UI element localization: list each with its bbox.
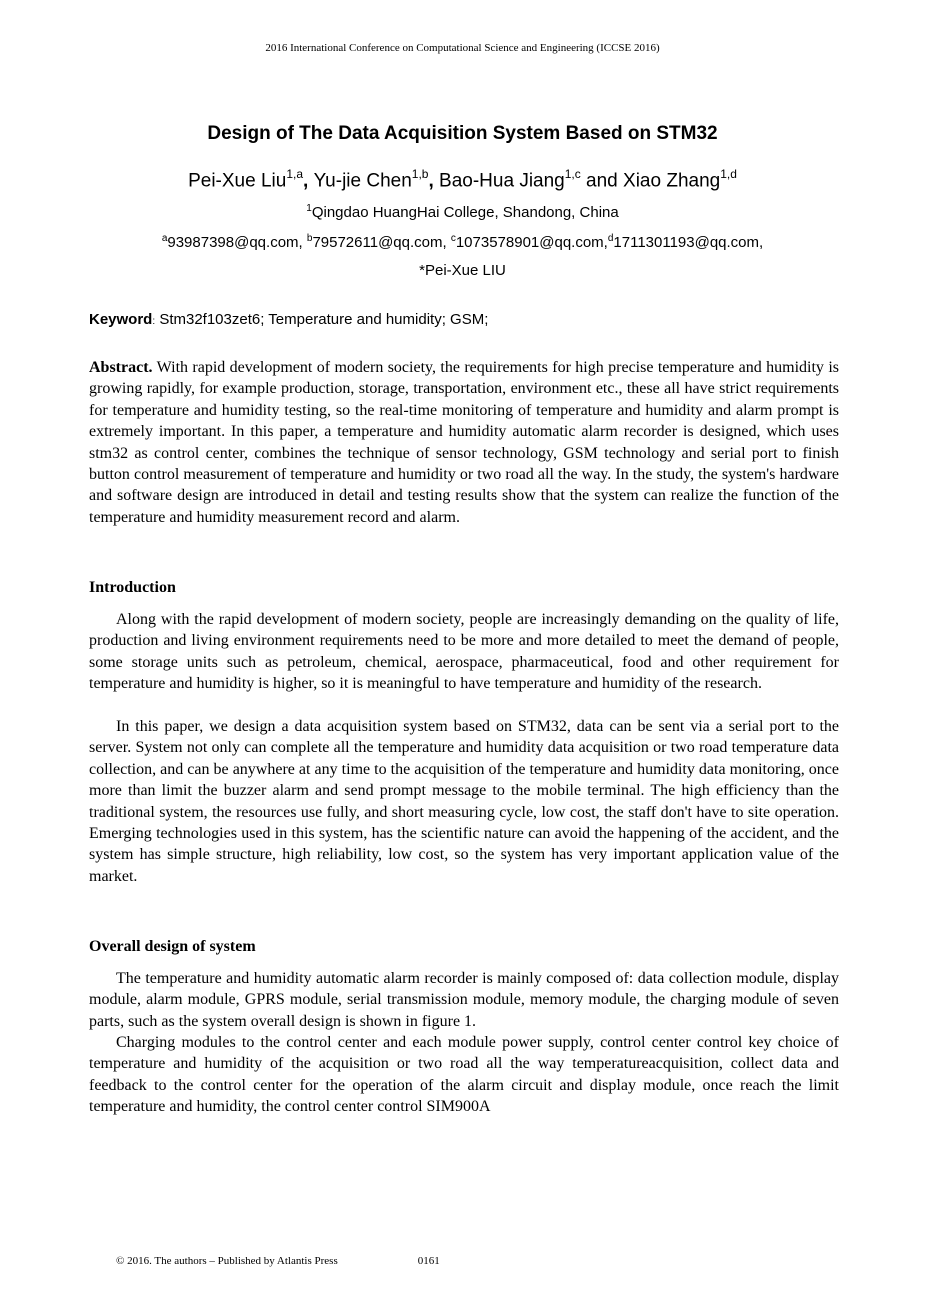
author-list — [0, 168, 925, 192]
email-address: 1711301193@qq.com, — [613, 234, 764, 251]
email-list — [0, 233, 925, 251]
email-superscript: b — [306, 233, 313, 244]
abstract-text: With rapid development of modern society, the requirements for high precise temperature and humidity is growing rapidly, for example production, storage, transportation, environment etc., these all have strict requirements for temperature and humidity testing, so the real-time monitoring of temperature and humidity and alarm prompt is extremely important. In this paper, a temperature and humidity automatic alarm recorder is designed, which uses stm32 as control center, combines the technique of sensor technology, GSM technology and serial port to finish button control measurement of temperature and humidity or two road all the way. In the study, the system's hardware and software design are introduced in detail and testing results show that the system can realize the function of the temperature and humidity measurement record and alarm. — [89, 359, 839, 526]
section-heading-overall-design: Overall design of system — [89, 938, 256, 955]
copyright-notice: © 2016. The authors – Published by Atlantis Press — [116, 1255, 338, 1267]
author-superscript: 1,b — [411, 167, 429, 181]
corresponding-author: *Pei-Xue LIU — [419, 262, 506, 279]
section-heading-introduction: Introduction — [89, 579, 176, 596]
page-number: 0161 — [417, 1255, 440, 1267]
paragraph — [89, 968, 839, 1032]
affiliation — [0, 203, 925, 221]
paragraph — [89, 716, 839, 887]
author-name: Xiao Zhang — [623, 170, 721, 192]
paragraph-text: Charging modules to the control center and each module power supply, control center control key choice of temperature and humidity of the acquisition or two road all the way temperatureacquisition, collect data and feedback to the control center for the operation of the alarm circuit and display module, once reach the limit temperature and humidity, the control center control SIM900A — [89, 1034, 839, 1116]
keywords-label: Keyword — [89, 311, 153, 328]
author-superscript: 1,a — [286, 167, 303, 181]
affiliation-superscript: 1 — [306, 203, 312, 214]
author-separator: , — [303, 170, 314, 192]
author-name: Pei-Xue Liu — [188, 170, 287, 192]
affiliation-text: Qingdao HuangHai College, Shandong, China — [311, 204, 619, 221]
email-address: 93987398@qq.com, — [167, 234, 307, 251]
author-name: Yu-jie Chen — [313, 170, 412, 192]
page-footer — [116, 1255, 440, 1267]
email-address: 79572611@qq.com, — [312, 234, 451, 251]
paragraph — [89, 609, 839, 695]
paragraph — [89, 1032, 839, 1118]
email-superscript: d — [607, 233, 614, 244]
conference-header: 2016 International Conference on Computational Science and Engineering (ICCSE 2016) — [265, 42, 660, 54]
keywords-line — [89, 311, 839, 328]
abstract-label: Abstract. — [89, 359, 153, 376]
keywords-text: Stm32f103zet6; Temperature and humidity; GSM; — [159, 311, 489, 328]
author-separator: and — [580, 170, 624, 192]
keywords-separator: : — [152, 316, 156, 327]
paragraph-text: The temperature and humidity automatic alarm recorder is mainly composed of: data collection module, display module, alarm module, GPRS module, serial transmission module, memory module, the charging module of seven parts, such as the system overall design is shown in figure 1. — [89, 970, 839, 1030]
paper-title: Design of The Data Acquisition System Based on STM32 — [207, 123, 718, 144]
author-name: Bao-Hua Jiang — [439, 170, 565, 192]
email-address: 1073578901@qq.com, — [455, 234, 608, 251]
author-superscript: 1,c — [564, 167, 581, 181]
author-superscript: 1,d — [720, 167, 737, 181]
author-separator: , — [428, 170, 440, 192]
abstract — [89, 357, 839, 528]
paragraph-text: In this paper, we design a data acquisition system based on STM32, data can be sent via a serial port to the server. System not only can complete all the temperature and humidity data acquisition or two road temperature data collection, and can be anywhere at any time to the acquisition of the temperature and humidity data monitoring, once more than limit the buzzer alarm and send prompt message to the mobile terminal. The high efficiency than the traditional system, the resources use fully, and short measuring cycle, low cost, the staff don't have to site operation. Emerging technologies used in this system, has the scientific nature can avoid the happening of the accident, and the system has simple structure, high reliability, low cost, so the system has very important application value of the market. — [89, 718, 839, 885]
paragraph-text: Along with the rapid development of modern society, people are increasingly demanding on the quality of life, production and living environment requirements need to be more and more detailed to meet the demand of people, some storage units such as petroleum, chemical, aerospace, pharmaceutical, food and other requirement for temperature and humidity is higher, so it is meaningful to have temperature and humidity of the research. — [89, 611, 839, 693]
email-superscript: c — [450, 233, 456, 244]
email-superscript: a — [161, 233, 168, 244]
